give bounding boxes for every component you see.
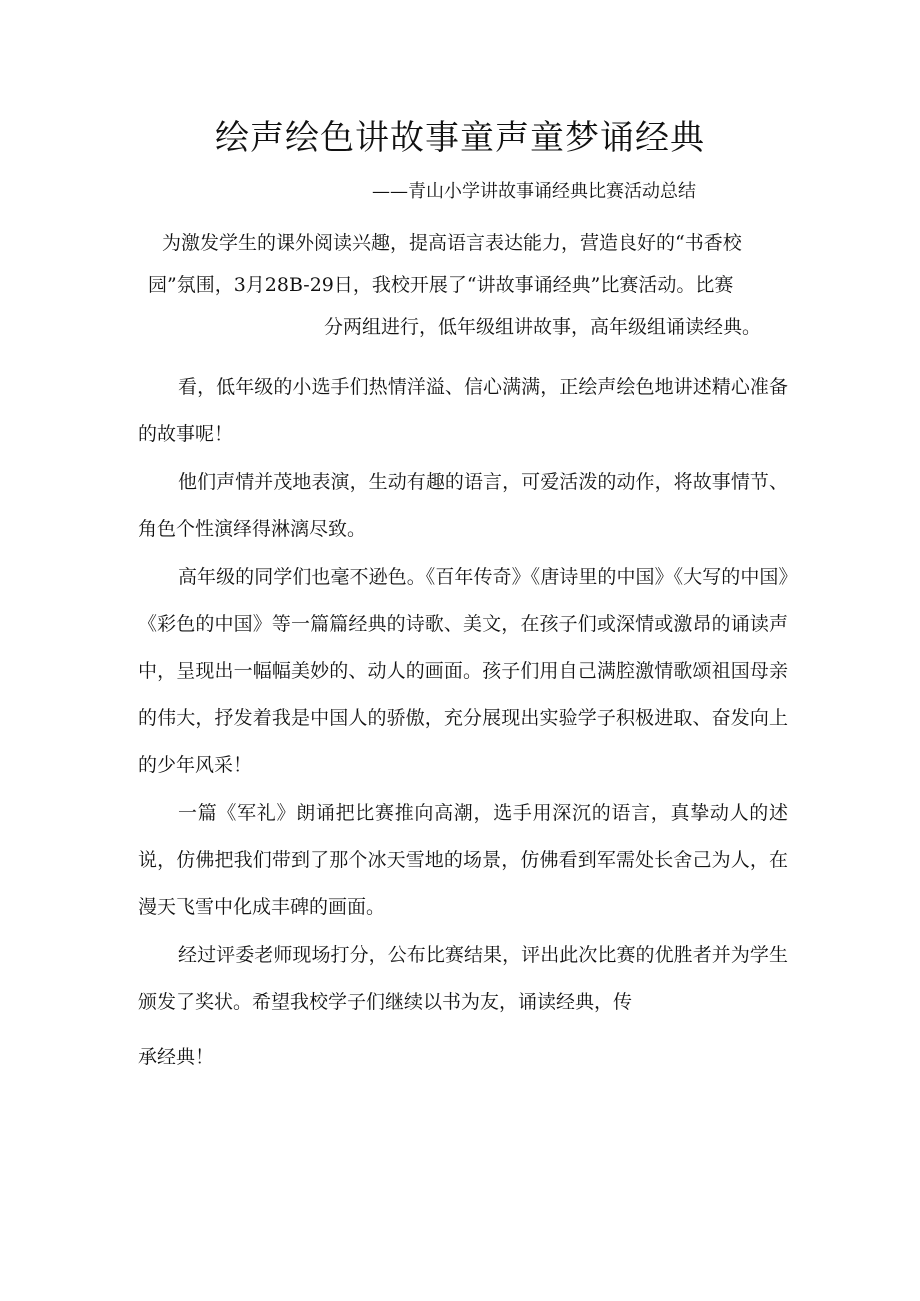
paragraph-military-salute: 一篇《军礼》朗诵把比赛推向高潮，选手用深沉的语言，真挚动人的述说，仿佛把我们带到了那个冰天雪地的场景，仿佛看到军需处长舍己为人，在漫天飞雪中化成丰碑的画面。 bbox=[138, 802, 788, 918]
intro-line-1: 为激发学生的课外阅读兴趣，提高语言表达能力，营造良好的“书香校 bbox=[162, 232, 742, 254]
document-title: 绘声绘色讲故事童声童梦诵经典 bbox=[215, 118, 705, 158]
closing-line: 承经典！ bbox=[138, 1046, 215, 1068]
paragraph-upper-grade: 高年级的同学们也毫不逊色。《百年传奇》《唐诗里的中国》《大写的中国》《彩色的中国》等一篇篇经典的诗歌、美文，在孩子们或深情或激昂的诵读声中，呈现出一幅幅美妙的、动人的画面。孩子们用自己满腔激情歌颂祖国母亲的伟大，抒发着我是中国人的骄傲，充分展现出实验学子积极进取、奋发向上的少年风采！ bbox=[138, 566, 788, 776]
paragraph-results: 经过评委老师现场打分，公布比赛结果，评出此次比赛的优胜者并为学生颁发了奖状。希望我校学子们继续以书为友，诵读经典，传 bbox=[138, 944, 788, 1013]
intro-line-2: 园”氛围，3月28B-29日，我校开展了“讲故事诵经典”比赛活动。比赛 bbox=[148, 274, 734, 296]
intro-line-3: 分两组进行，低年级组讲故事，高年级组诵读经典。 bbox=[324, 316, 762, 338]
paragraph-lower-grade: 看，低年级的小选手们热情洋溢、信心满满，正绘声绘色地讲述精心准备的故事呢！ bbox=[138, 376, 788, 445]
document-subtitle: ——青山小学讲故事诵经典比赛活动总结 bbox=[372, 181, 696, 202]
paragraph-performance: 他们声情并茂地表演，生动有趣的语言，可爱活泼的动作，将故事情节、角色个性演绎得淋漓尽致。 bbox=[138, 471, 788, 540]
intro-paragraph bbox=[148, 222, 788, 348]
